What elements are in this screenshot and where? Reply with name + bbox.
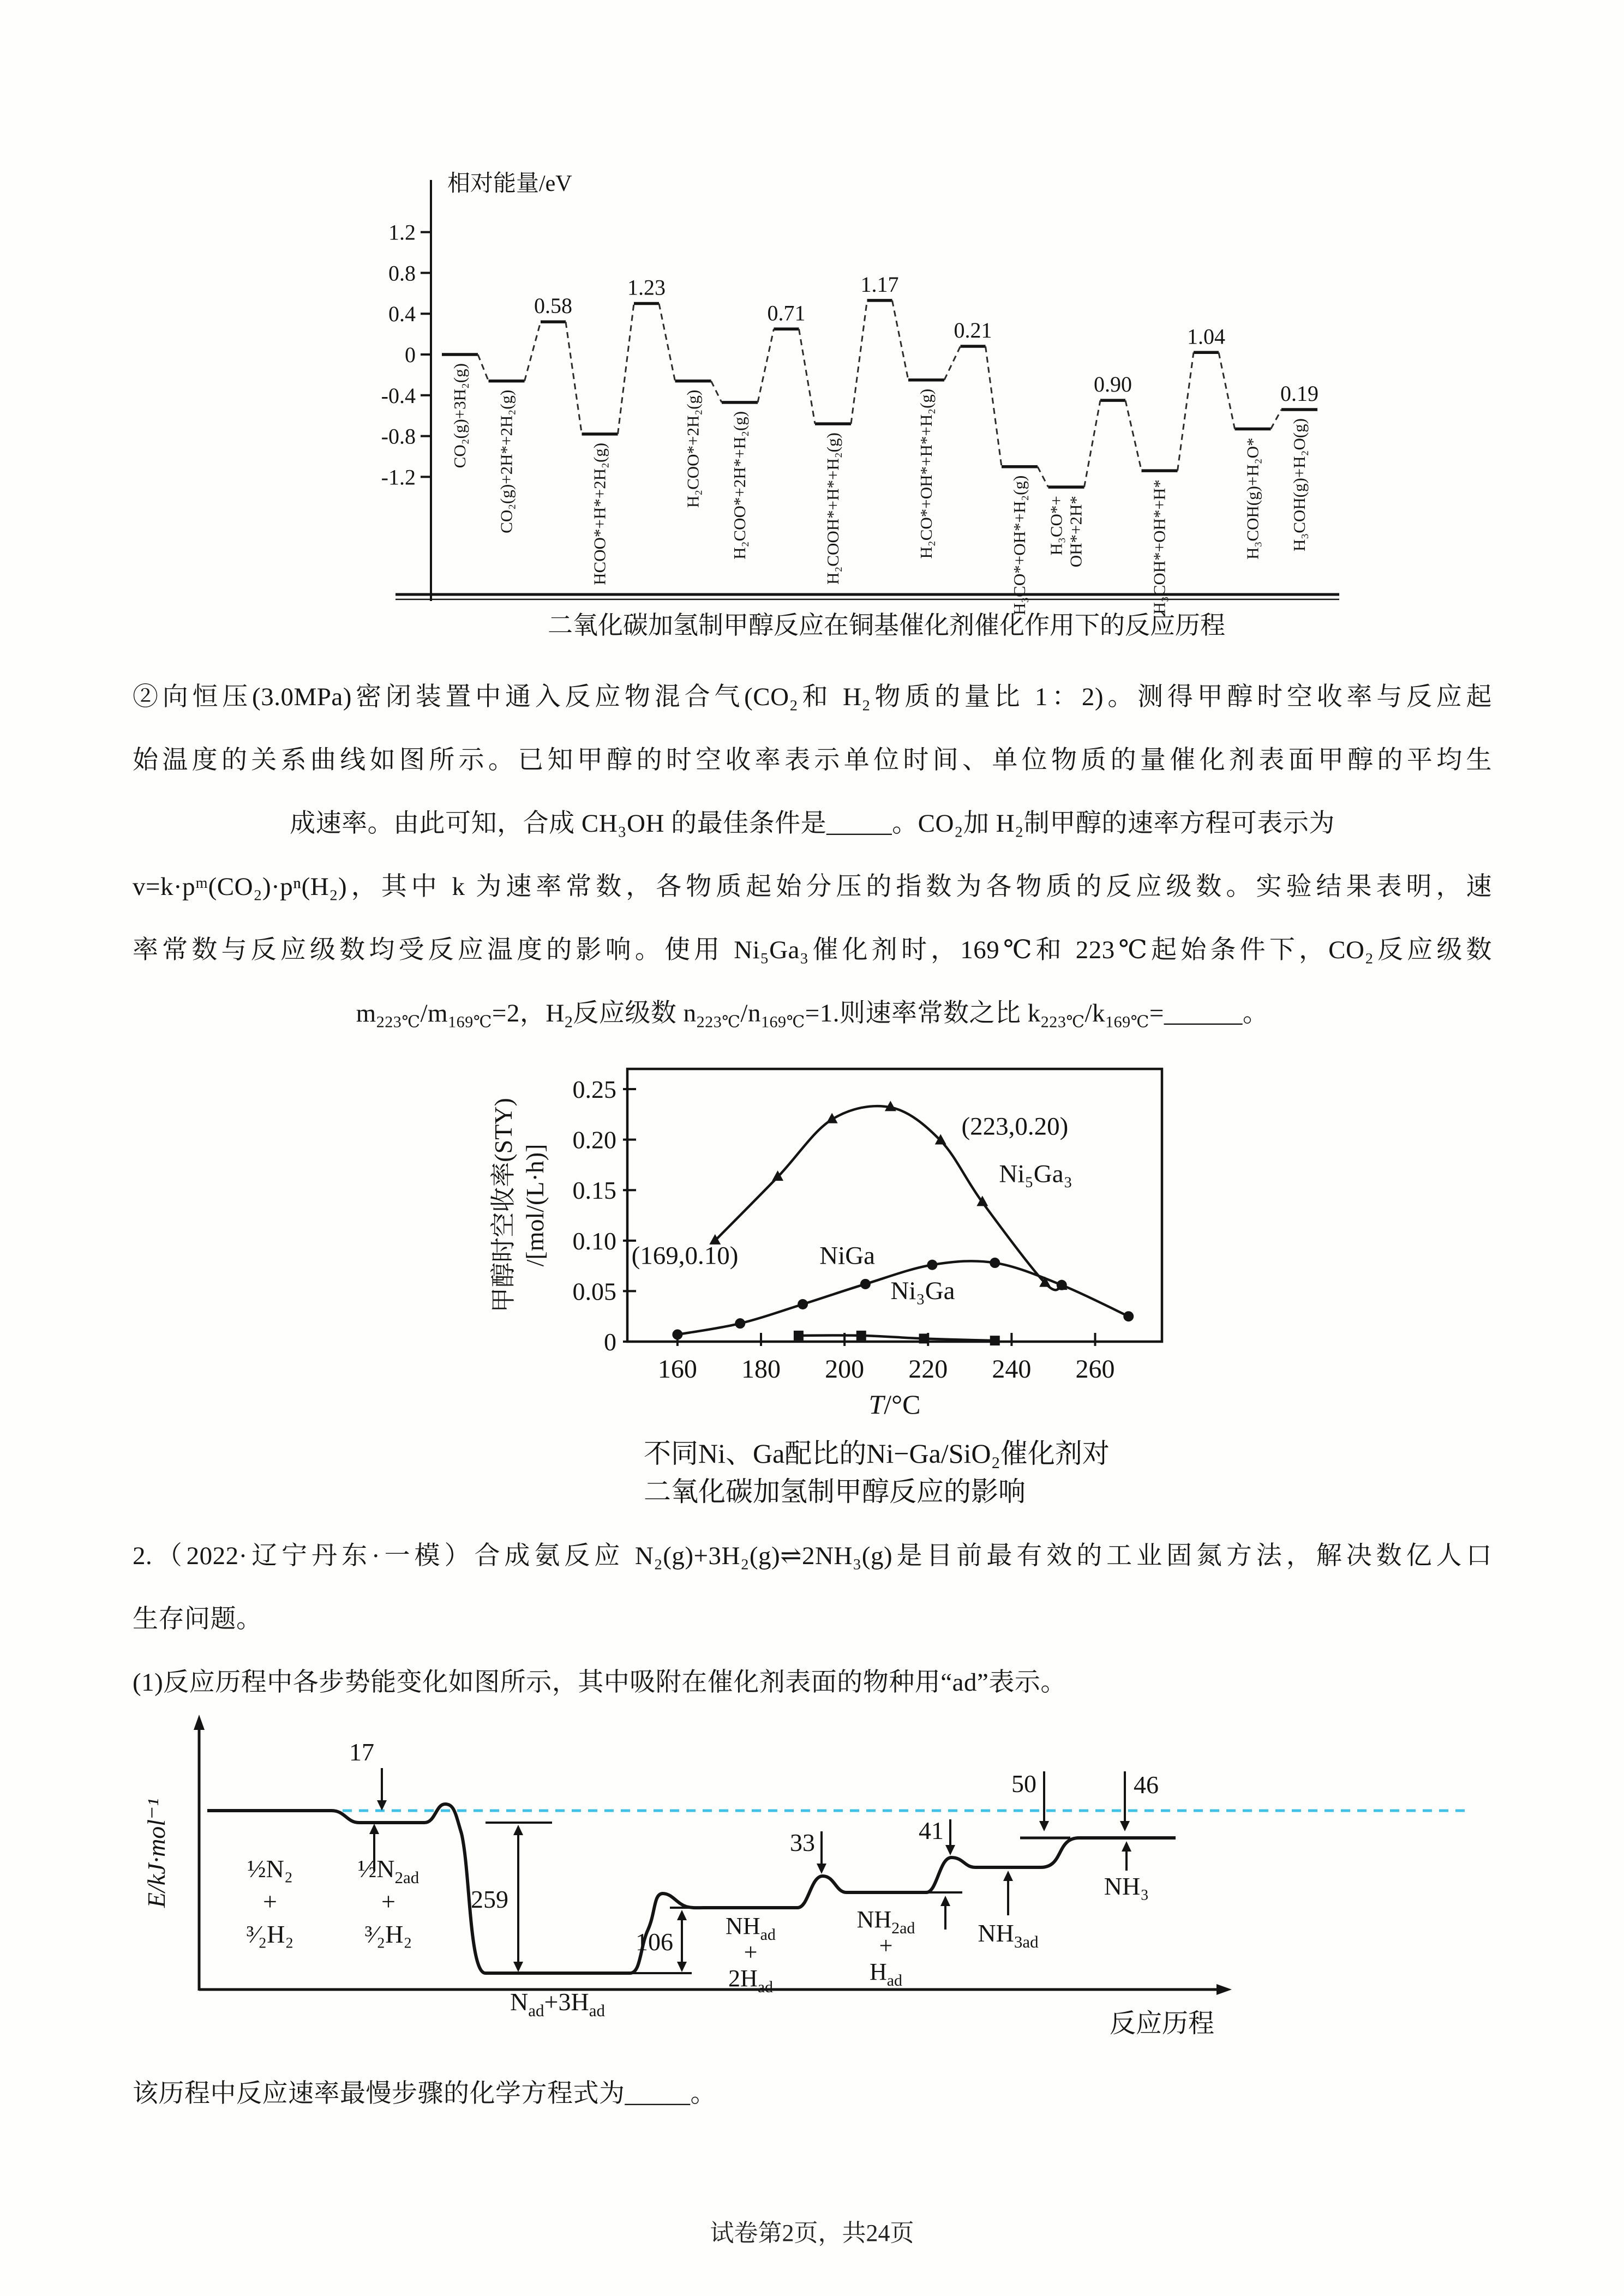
svg-text:0.25: 0.25 xyxy=(572,1075,616,1104)
svg-text:(169,0.10): (169,0.10) xyxy=(631,1241,739,1270)
svg-text:220: 220 xyxy=(908,1355,948,1384)
svg-text:0: 0 xyxy=(604,1328,616,1356)
svg-text:-1.2: -1.2 xyxy=(381,465,416,490)
svg-text:H₃COH(g)+H₂O(g): H₃COH(g)+H₂O(g) xyxy=(1290,418,1309,551)
svg-text:17: 17 xyxy=(349,1738,374,1766)
question-line: (1)反应历程中各步势能变化如图所示，其中吸附在催化剂表面的物种用“ad”表示。 xyxy=(133,1668,1066,1697)
svg-text:240: 240 xyxy=(992,1355,1032,1384)
svg-text:(223,0.20): (223,0.20) xyxy=(961,1112,1069,1141)
svg-text:不同Ni、Ga配比的Ni−Ga/SiO₂催化剂对: 不同Ni、Ga配比的Ni−Ga/SiO₂催化剂对 xyxy=(644,1438,1110,1469)
svg-text:0.4: 0.4 xyxy=(388,302,416,327)
svg-text:H₃COH*+OH*+H*: H₃COH*+OH*+H* xyxy=(1149,479,1169,615)
svg-text:+: + xyxy=(879,1932,893,1959)
svg-text:0.19: 0.19 xyxy=(1280,381,1319,406)
svg-text:H₃COH(g)+H₂O*: H₃COH(g)+H₂O* xyxy=(1243,437,1262,560)
svg-text:1.23: 1.23 xyxy=(627,275,666,300)
svg-text:0.21: 0.21 xyxy=(954,318,992,343)
svg-text:二氧化碳加氢制甲醇反应的影响: 二氧化碳加氢制甲醇反应的影响 xyxy=(644,1476,1026,1507)
paragraph-line: ②向恒压(3.0MPa)密闭装置中通入反应物混合气(CO₂和 H₂物质的量比 1：2)。测得甲醇时空收率与反应起 xyxy=(133,683,1492,711)
svg-text:0.15: 0.15 xyxy=(572,1176,616,1205)
page-footer: 试卷第2页，共24页 xyxy=(710,2220,914,2246)
svg-text:³⁄₂H₂: ³⁄₂H₂ xyxy=(246,1920,294,1948)
paragraph-line: 始温度的关系曲线如图所示。已知甲醇的时空收率表示单位时间、单位物质的量催化剂表面甲醇的平均生 xyxy=(133,746,1492,774)
chart1-root xyxy=(381,171,1339,639)
svg-text:CO₂(g)+2H*+2H₂(g): CO₂(g)+2H*+2H₂(g) xyxy=(496,389,516,533)
svg-text:二氧化碳加氢制甲醇反应在铜基催化剂催化作用下的反应历程: 二氧化碳加氢制甲醇反应在铜基催化剂催化作用下的反应历程 xyxy=(548,611,1225,639)
svg-text:2Had: $2H_{ad}$ xyxy=(728,1965,774,1996)
svg-text:106: 106 xyxy=(636,1928,673,1956)
svg-text:/[mol/(L·h)]: /[mol/(L·h)] xyxy=(521,1144,549,1267)
svg-text:Ni₅Ga₃: Ni₅Ga₃ xyxy=(999,1159,1072,1188)
svg-text:200: 200 xyxy=(825,1355,865,1384)
svg-text:0.05: 0.05 xyxy=(572,1277,616,1306)
question-line: 生存问题。 xyxy=(133,1605,262,1633)
svg-text:0.58: 0.58 xyxy=(534,293,572,318)
svg-text:NH2ad: $NH_{2ad}$ xyxy=(856,1906,915,1937)
chart3-root xyxy=(142,1715,1467,2038)
svg-text:Ni₃Ga: Ni₃Ga xyxy=(890,1277,955,1306)
svg-text:50: 50 xyxy=(1011,1770,1036,1798)
svg-text:H₂COOH*+H*+H₂(g): H₂COOH*+H*+H₂(g) xyxy=(823,432,842,585)
paragraph-line: v=k·pᵐ(CO₂)·pⁿ(H₂)，其中 k 为速率常数，各物质起始分压的指数为各物质的反应级数。实验结果表明，速 xyxy=(133,873,1492,901)
svg-text:H₃CO*+: H₃CO*+ xyxy=(1046,496,1066,556)
paragraph-line-rich: $m_{223℃}/m_{169℃}=2$，$H_2$反应级数 $n_{223℃}/n_{169℃}=1$.则速率常数之比 $k_{223℃}/k_{169℃}=\_\_\_\_\_\_$。 xyxy=(356,999,1269,1031)
svg-text:Nad+3Had: $N_{ad}+3H_{ad}$ xyxy=(510,1988,605,2020)
svg-text:H₃CO*+OH*+H₂(g): H₃CO*+OH*+H₂(g) xyxy=(1010,475,1029,616)
svg-text:H₂COO*+2H*+H₂(g): H₂COO*+2H*+H₂(g) xyxy=(730,411,749,560)
svg-text:反应历程: 反应历程 xyxy=(1109,2009,1215,2038)
svg-text:NHad: $NH_{ad}$ xyxy=(726,1913,776,1944)
svg-text:0.71: 0.71 xyxy=(767,300,806,326)
svg-text:0.90: 0.90 xyxy=(1094,372,1132,397)
svg-text:Had: $H_{ad}$ xyxy=(869,1958,903,1990)
svg-text:0: 0 xyxy=(405,342,416,367)
svg-text:NiGa: NiGa xyxy=(819,1241,875,1270)
svg-text:相对能量/eV: 相对能量/eV xyxy=(447,171,572,196)
svg-text:260: 260 xyxy=(1075,1355,1115,1384)
svg-text:+: + xyxy=(263,1888,277,1915)
svg-text:+: + xyxy=(381,1888,395,1915)
svg-text:0.8: 0.8 xyxy=(388,261,416,286)
sty-temperature-chart xyxy=(480,1047,1222,1527)
svg-text:CO₂(g)+3H₂(g): CO₂(g)+3H₂(g) xyxy=(450,363,469,468)
energy-profile-chart-ammonia xyxy=(136,1707,1500,2061)
svg-text:³⁄₂H₂: ³⁄₂H₂ xyxy=(364,1920,412,1948)
svg-text:46: 46 xyxy=(1134,1771,1159,1799)
energy-profile-chart-methanol xyxy=(349,158,1353,654)
svg-text:1.17: 1.17 xyxy=(860,272,899,297)
svg-text:甲醇时空收率(STY): 甲醇时空收率(STY) xyxy=(489,1098,517,1313)
svg-text:160: 160 xyxy=(657,1355,697,1384)
svg-text:OH*+2H*: OH*+2H* xyxy=(1066,496,1086,568)
svg-text:+: + xyxy=(744,1939,758,1966)
svg-text:0.10: 0.10 xyxy=(572,1227,616,1255)
svg-text:NH3ad: $NH_{3ad}$ xyxy=(978,1919,1039,1951)
svg-text:-0.8: -0.8 xyxy=(381,424,416,449)
svg-text:1.2: 1.2 xyxy=(388,220,416,245)
svg-text:1.04: 1.04 xyxy=(1187,324,1225,349)
svg-text:E/kJ·mol⁻¹: E/kJ·mol⁻¹ xyxy=(142,1798,170,1908)
svg-text:180: 180 xyxy=(741,1355,781,1384)
svg-text:41: 41 xyxy=(919,1817,944,1844)
paragraph-line: 率常数与反应级数均受反应温度的影响。使用 Ni₅Ga₃催化剂时，169℃和 223℃起始条件下，CO₂反应级数 xyxy=(133,936,1492,964)
svg-text:NH₃: NH₃ xyxy=(1104,1872,1149,1900)
paragraph-line: 成速率。由此可知，合成 CH₃OH 的最佳条件是_____。CO₂加 H₂制甲醇的速率方程可表示为 xyxy=(290,809,1335,838)
svg-text:HCOO*+H*+2H₂(g): HCOO*+H*+2H₂(g) xyxy=(590,442,609,585)
svg-text:33: 33 xyxy=(790,1829,815,1856)
svg-text:-0.4: -0.4 xyxy=(381,383,416,408)
series-square xyxy=(799,1335,995,1341)
closing-line: 该历程中反应速率最慢步骤的化学方程式为_____。 xyxy=(133,2079,716,2108)
chart2-root xyxy=(489,1069,1162,1507)
svg-text:½N2ad: $\frac{1}{2}N_{2ad}$ xyxy=(357,1855,420,1887)
svg-text:½N₂: ½N₂ xyxy=(247,1855,293,1883)
svg-text:H₂COO*+2H₂(g): H₂COO*+2H₂(g) xyxy=(683,389,703,508)
svg-text:259: 259 xyxy=(471,1885,508,1913)
svg-text:H₂CO*+OH*+H*+H₂(g): H₂CO*+OH*+H*+H₂(g) xyxy=(916,388,936,559)
svg-text:T/°C: T/°C xyxy=(868,1389,921,1420)
svg-text:0.20: 0.20 xyxy=(572,1126,616,1154)
question-line: 2.（2022·辽宁丹东·一模）合成氨反应 N₂(g)+3H₂(g)⇌2NH₃(g)是目前最有效的工业固氮方法，解决数亿人口 xyxy=(133,1542,1492,1570)
